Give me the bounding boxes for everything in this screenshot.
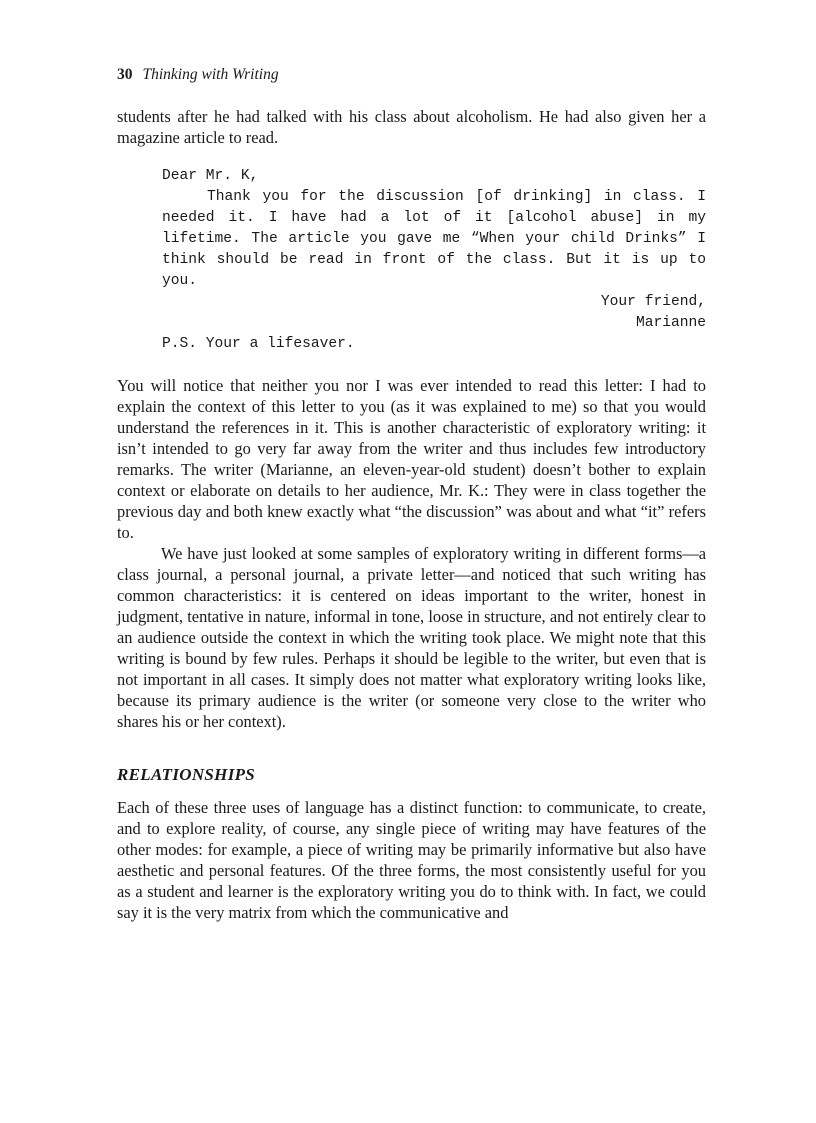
letter-salutation: Dear Mr. K, bbox=[162, 168, 259, 184]
samples-paragraph: We have just looked at some samples of exploratory writing in different forms—a class journal, a personal journal, a private letter—and noticed that such writing has common characteristics: it is centered on ideas important to the writer, honest in judgment, tentative in nature, informal in tone, loose in structure, and not entirely clear to an audience outside the context in which the writing took place. We might note that this writing is bound by few rules. Perhaps it should be legible to the writer, but even that is not important in all cases. It simply does not matter what exploratory writing looks like, because its primary audience is the writer (or someone very close to the writer who shares his or her context). bbox=[117, 544, 706, 731]
book-title: Thinking with Writing bbox=[142, 66, 279, 83]
letter-closing: Your friend, bbox=[600, 294, 706, 310]
letter-body-wrap bbox=[162, 187, 706, 292]
quoted-letter bbox=[162, 166, 706, 355]
running-head bbox=[117, 64, 706, 86]
letter-signature: Marianne bbox=[635, 315, 706, 331]
context-paragraph: You will notice that neither you nor I was ever intended to read this letter: I had to explain the context of this letter to you (as it was explained to me) so that you would understand the references in it. This is another characteristic of exploratory writing: it isn’t intended to go very far away from the writer and thus includes few introductory remarks. The writer (Marianne, an eleven-year-old student) doesn’t bother to explain context or elaborate on details to her audience, Mr. K.: They were in class together the previous day and both knew exactly what “the discussion” was about and what “it” refers to. bbox=[117, 376, 706, 542]
section-heading: RELATIONSHIPS bbox=[117, 765, 256, 784]
letter-postscript: P.S. Your a lifesaver. bbox=[162, 336, 355, 352]
letter-body: Thank you for the discussion [of drinking] in class. I needed it. I have had a lot of it [alcohol abuse] in my lifetime. The article you gave me “When your child Drinks” I think should be read in front of the class. But it is up to you. bbox=[162, 189, 706, 289]
page-number: 30 bbox=[117, 66, 133, 83]
opening-paragraph: students after he had talked with his class about alcoholism. He had also given her a magazine article to read. bbox=[117, 107, 706, 147]
relationships-paragraph: Each of these three uses of language has a distinct function: to communicate, to create, and to explore reality, of course, any single piece of writing may have features of the other modes: for example, a piece of writing may be primarily informative but also have aesthetic and personal features. Of the three forms, the most consistently useful for you as a student and learner is the exploratory writing you do to think with. In fact, we could say it is the very matrix from which the communicative and bbox=[117, 798, 706, 922]
book-page bbox=[117, 64, 706, 923]
